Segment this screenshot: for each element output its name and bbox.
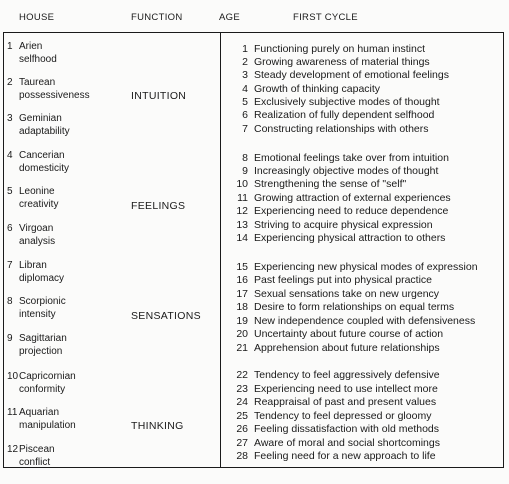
age-row: 12 Experiencing need to reduce dependence [236, 205, 449, 217]
header-age: AGE [219, 12, 240, 23]
age-row: 1 Functioning purely on human instinct [242, 43, 426, 55]
age-row: 11 Growing attraction of external experiences [237, 192, 451, 204]
age-row: 18 Desire to form relationships on equal terms [236, 301, 455, 313]
house-entry: 5 Leonine creativity [7, 186, 59, 210]
function-label: THINKING [131, 420, 184, 432]
age-row: 3 Steady development of emotional feelings [242, 69, 449, 81]
house-entry: 9 Sagittarian projection [7, 333, 67, 357]
age-row: 16 Past feelings put into physical practice [236, 274, 433, 286]
age-row: 2 Growing awareness of material things [242, 56, 430, 68]
house-entry: 3 Geminian adaptability [7, 113, 70, 137]
house-entry: 10Capricornian conformity [7, 371, 76, 395]
age-row: 20 Uncertainty about future course of action [236, 328, 444, 340]
age-row: 17 Sexual sensations take on new urgency [236, 288, 440, 300]
function-label: FEELINGS [131, 200, 186, 212]
header-function: FUNCTION [131, 12, 183, 23]
house-entry: 1 Arien selfhood [7, 41, 57, 65]
header-first-cycle: FIRST CYCLE [293, 12, 358, 23]
age-row: 6 Realization of fully dependent selfhood [242, 109, 435, 121]
header-house: HOUSE [19, 12, 55, 23]
house-entry: 8 Scorpionic intensity [7, 296, 66, 320]
age-row: 5 Exclusively subjective modes of thought [242, 96, 440, 108]
age-row: 8 Emotional feelings take over from intuition [242, 152, 449, 164]
age-row: 22 Tendency to feel aggressively defensive [236, 369, 440, 381]
function-label: SENSATIONS [131, 310, 201, 322]
age-row: 9 Increasingly objective modes of thought [242, 165, 439, 177]
house-entry: 6 Virgoan analysis [7, 223, 56, 247]
age-row: 27 Aware of moral and social shortcomings [236, 437, 440, 449]
age-row: 28 Feeling need for a new approach to life [236, 450, 436, 462]
function-label: INTUITION [131, 90, 187, 102]
age-row: 25 Tendency to feel depressed or gloomy [236, 410, 432, 422]
house-entry: 11 Aquarian manipulation [7, 407, 76, 431]
age-row: 4 Growth of thinking capacity [242, 83, 381, 95]
age-row: 21 Apprehension about future relationships [236, 342, 440, 354]
age-row: 19 New independence coupled with defensiveness [236, 315, 476, 327]
age-row: 14 Experiencing physical attraction to others [236, 232, 446, 244]
age-row: 15 Experiencing new physical modes of expression [236, 261, 478, 273]
house-entry: 2 Taurean possessiveness [7, 77, 90, 101]
age-row: 10 Strengthening the sense of "self" [236, 178, 407, 190]
column-divider [220, 33, 221, 468]
age-row: 13 Striving to acquire physical expression [236, 219, 433, 231]
house-entry: 4 Cancerian domesticity [7, 150, 70, 174]
age-row: 23 Experiencing need to use intellect more [236, 383, 438, 395]
age-row: 26 Feeling dissatisfaction with old methods [236, 423, 440, 435]
age-row: 7 Constructing relationships with others [242, 123, 429, 135]
house-entry: 12Piscean conflict [7, 444, 55, 468]
house-entry: 7 Libran diplomacy [7, 260, 65, 284]
age-row: 24 Reappraisal of past and present values [236, 396, 437, 408]
